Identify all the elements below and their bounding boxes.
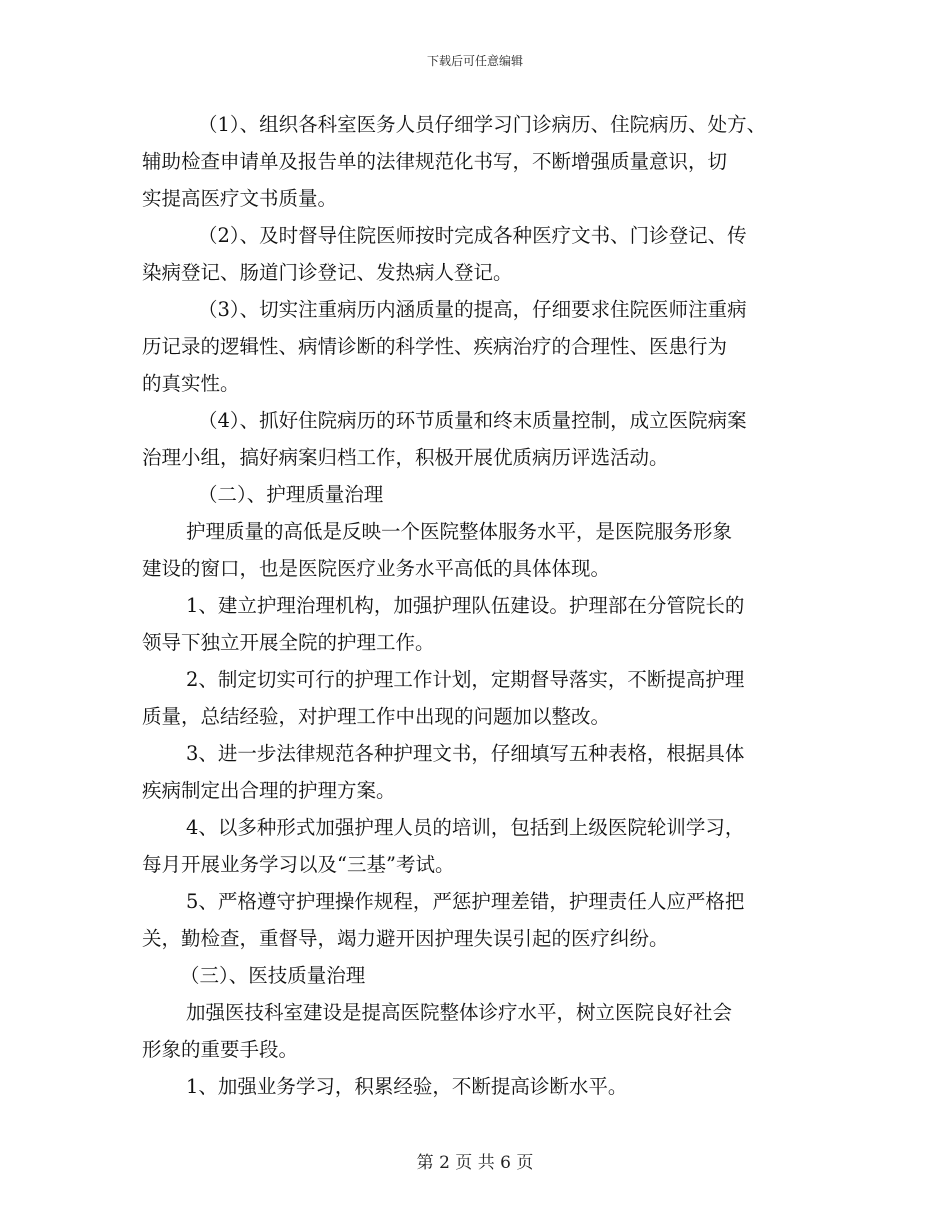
text-line: 辅助检查申请单及报告单的法律规范化书写，不断增强质量意识，切 (142, 150, 728, 173)
text-line: 治理小组，搞好病案归档工作，积极开展优质病历评选活动。 (142, 446, 669, 469)
paragraph-10 (142, 809, 817, 883)
text-line: 1、加强业务学习，积累经验，不断提高诊断水平。 (186, 1075, 628, 1098)
paragraph-8 (142, 661, 817, 735)
document-body (142, 106, 817, 1105)
paragraph-3 (142, 291, 817, 402)
text-line: 4、以多种形式加强护理人员的培训，包括到上级医院轮训学习， (186, 816, 745, 839)
text-line: 实提高医疗文书质量。 (142, 187, 338, 210)
text-line: 疾病制定出合理的护理方案。 (142, 779, 396, 802)
section-heading-nursing (142, 476, 817, 513)
paragraph-13 (142, 994, 817, 1068)
page-footer: 第 2 页 共 6 页 (416, 1153, 534, 1173)
text-line: （4）、抓好住院病历的环节质量和终末质量控制，成立医院病案 (198, 409, 747, 432)
text-line: 每月开展业务学习以及“三基”考试。 (142, 853, 455, 876)
paragraph-6 (142, 513, 817, 587)
paragraph-9 (142, 735, 817, 809)
text-line: 历记录的逻辑性、病情诊断的科学性、疾病治疗的合理性、医患行为 (142, 335, 728, 358)
text-line: 5、严格遵守护理操作规程，严惩护理差错，护理责任人应严格把 (186, 890, 745, 913)
text-line: 加强医技科室建设是提高医院整体诊疗水平，树立医院良好社会 (186, 1001, 733, 1024)
section-heading: （二）、护理质量治理 (198, 483, 384, 506)
text-line: （3）、切实注重病历内涵质量的提高，仔细要求住院医师注重病 (198, 298, 747, 321)
text-line: 领导下独立开展全院的护理工作。 (142, 631, 435, 654)
text-line: 关，勤检查，重督导，竭力避开因护理失误引起的医疗纠纷。 (142, 927, 669, 950)
text-line: 染病登记、肠道门诊登记、发热病人登记。 (142, 261, 513, 284)
text-line: 质量，总结经验，对护理工作中出现的问题加以整改。 (142, 705, 611, 728)
text-line: 护理质量的高低是反映一个医院整体服务水平，是医院服务形象 (186, 520, 733, 543)
text-line: 1、建立护理治理机构，加强护理队伍建设。护理部在分管院长的 (186, 594, 745, 617)
text-line: （1）、组织各科室医务人员仔细学习门诊病历、住院病历、处方、 (198, 113, 767, 136)
page-header: 下载后可任意编辑 (426, 54, 523, 68)
section-heading: （三）、医技质量治理 (180, 964, 366, 987)
paragraph-14 (142, 1068, 817, 1105)
text-line: 形象的重要手段。 (142, 1038, 299, 1061)
text-line: 2、制定切实可行的护理工作计划，定期督导落实，不断提高护理 (186, 668, 745, 691)
section-heading-medtech (142, 957, 817, 994)
text-line: 3、进一步法律规范各种护理文书，仔细填写五种表格，根据具体 (186, 742, 745, 765)
text-line: 的真实性。 (142, 372, 240, 395)
paragraph-4 (142, 402, 817, 476)
text-line: （2）、及时督导住院医师按时完成各种医疗文书、门诊登记、传 (198, 224, 747, 247)
paragraph-7 (142, 587, 817, 661)
text-line: 建设的窗口，也是医院医疗业务水平高低的具体体现。 (142, 557, 611, 580)
paragraph-2 (142, 217, 817, 291)
paragraph-1 (142, 106, 817, 217)
paragraph-11 (142, 883, 817, 957)
